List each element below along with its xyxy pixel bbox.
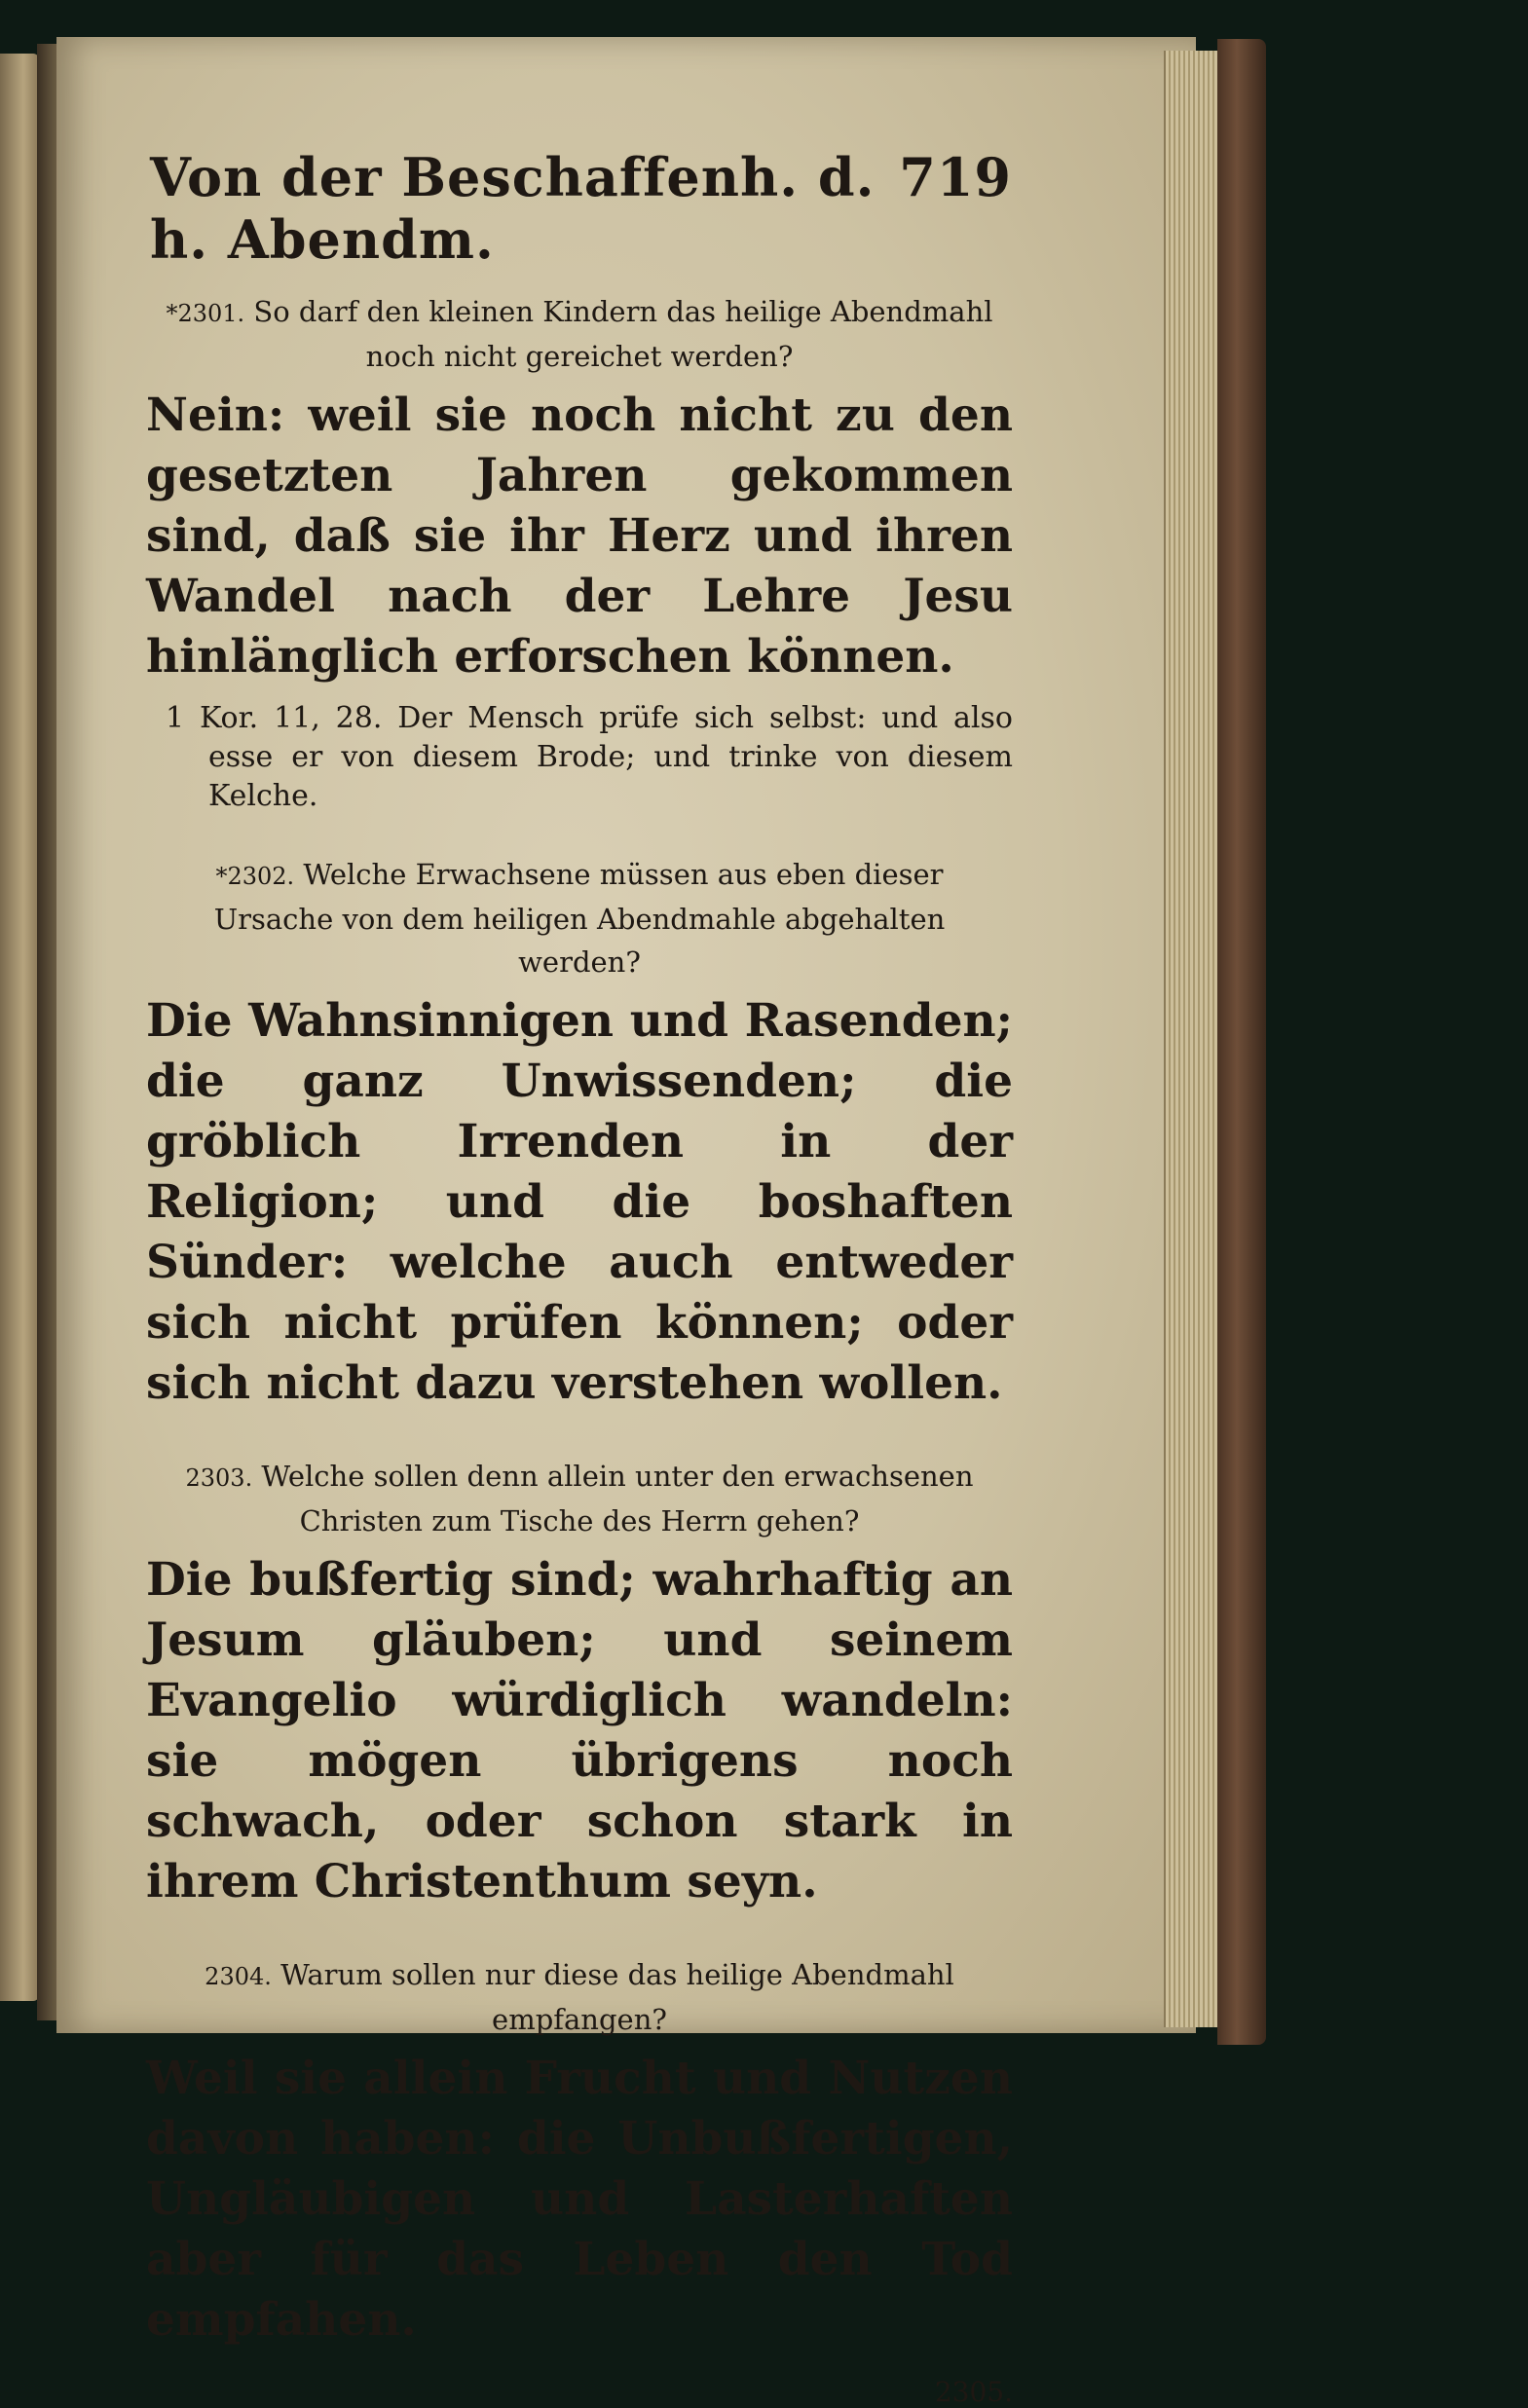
page-text-block [146, 146, 1013, 2408]
entry [146, 1953, 1013, 2351]
page-fore-edge [1164, 51, 1224, 2027]
facing-page-edge [0, 54, 39, 2001]
answer: Die bußfertig sind; wahrhaftig an Jesum gläuben; und seinem Evangelio würdiglich wandeln: sie mögen übrigens noch schwach, oder schon stark in ihrem Christenthum seyn. [146, 1553, 1013, 1908]
scripture-reference: 1 Kor. 11, 28. Der Mensch prüfe sich selbst: und also esse er von diesem Brode; und trinke von diesem Kelche. [166, 701, 1013, 813]
question-text: Warum sollen nur diese das heilige Abendmahl empfangen? [280, 1958, 954, 2036]
question-number: 2304. [205, 1963, 272, 1990]
answer: Die Wahnsinnigen und Rasenden; die ganz Unwissenden; die gröblich Irrenden in der Religion; und die boshaften Sünder: welche auch entweder sich nicht prüfen können; oder sich nicht dazu verstehen wollen. [146, 994, 1013, 1410]
answer: Weil sie allein Frucht und Nutzen davon haben: die Unbußfertigen, Ungläubigen und Lasterhaften aber für das Leben den Tod empfahen. [146, 2052, 1013, 2347]
entry [146, 853, 1013, 1414]
question [146, 290, 1013, 378]
question [146, 1455, 1013, 1542]
question-number: *2302. [215, 863, 295, 890]
entry [146, 290, 1013, 816]
question [146, 853, 1013, 983]
answer: Nein: weil sie noch nicht zu den gesetzten Jahren gekommen sind, daß sie ihr Herz und ihren Wandel nach der Lehre Jesu hinlänglich erforschen können. [146, 389, 1013, 684]
question-text: So darf den kleinen Kindern das heilige Abendmahl noch nicht gereichet werden? [253, 295, 993, 373]
question [146, 1953, 1013, 2041]
page-number: 719 [899, 146, 1012, 208]
running-head-title: Von der Beschaffenh. d. h. Abendm. [150, 146, 876, 271]
book-gutter [37, 44, 58, 2020]
running-head [150, 146, 1012, 271]
question-text: Welche sollen denn allein unter den erwachsenen Christen zum Tische des Herrn gehen? [261, 1460, 974, 1537]
catchword: 2305. [934, 2376, 1013, 2408]
question-text: Welche Erwachsene müssen aus eben dieser Ursache von dem heiligen Abendmahle abgehalten werden? [213, 858, 946, 979]
entry [146, 1455, 1013, 1912]
question-number: 2303. [185, 1464, 253, 1492]
spacer [146, 1924, 1013, 1953]
question-number: *2301. [166, 300, 245, 327]
spacer [146, 1426, 1013, 1455]
book-cover-edge [1217, 39, 1266, 2045]
